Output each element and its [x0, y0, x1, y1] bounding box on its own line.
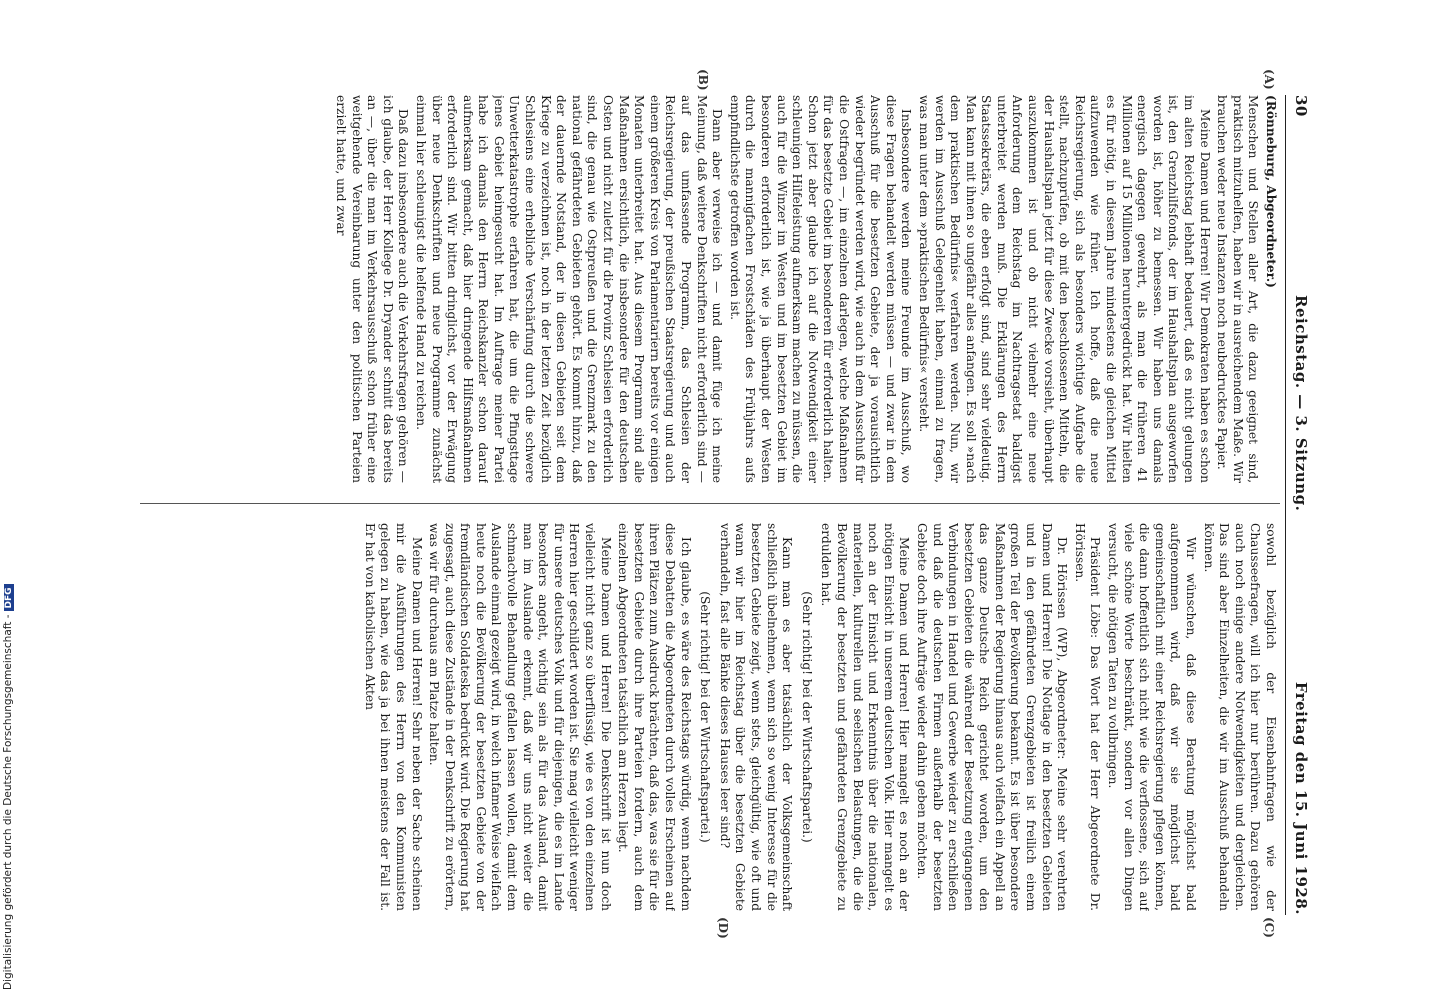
paragraph: Meine Damen und Herren! Wir Demokraten haben es schon im alten Reichstag lebhaft bedauert, daß es nicht gelungen ist, den Grenzhilfsfonds, der im Haushaltsplan ausgeworfen worden ist, höher zu bemessen. Wir haben uns damals energisch dagegen gewehrt, als man die früheren 41 Millionen auf 15 Millionen heruntergedrückt hat. Wir hielten es für nötig, in diesem Jahre mindestens die gleichen Mittel aufzuwenden wie früher. Ich hoffe, daß die neue Reichsregierung, sich als besonders wichtige Aufgabe die stellt, nachzuprüfen, ob mit den beschlossenen Mitteln, die der Haushaltsplan jetzt für diese Zwecke vorsieht, überhaupt auszukommen ist und ob nicht vielmehr eine neue Anforderung dem Reichstag im Nachtragsetat baldigst unterbreitet werden muß. Die Erklärungen des Herrn Staatssekretärs, die eben erfolgt sind, sind sehr vieldeutig. Man kann mit ihnen so ungefähr alles anfangen. Es soll »nach dem praktischen Bedürfnis« verfahren werden. Nun, wir werden im Ausschuß Gelegenheit haben, einmal zu fragen, was man unter dem »praktischen Bedürfnis« versteht. — [916, 95, 1212, 483]
paragraph: (Rönneburg, Abgeordneter.) — [1264, 95, 1278, 288]
paragraph: Meine Damen und Herren! Hier mangelt es noch an der nötigen Einsicht in unserem deutschen Volk. Hier mangelt es noch an der Einsicht und Erkenntnis über die nationalen, materiellen, kulturellen und seelischen Belastungen, die die Bevölkerung der besetzten und gefährdeten Grenzgebiete zu erdulden hat. — [819, 523, 912, 911]
paragraph: Kann man es aber tatsächlich der Volksgemeinschaft schließlich übelnehmen, wenn sich so wenig Interesse für die besetzten Gebiete zeigt, wenn stets, gleichgültig, wie oft und wann wir hier im Reichstag über die besetzten Gebiete verhandeln, fast alle Bänke dieses Hauses leer sind? — [717, 523, 795, 911]
margin-mark-b: (B) — [696, 69, 710, 91]
left-column — [118, 95, 1278, 483]
margin-mark-c: (C) — [1262, 917, 1276, 938]
paragraph: Meine Damen und Herren! Die Denkschrift ist nun doch vielleicht nicht ganz so überflüssig, wie es von den einzelnen Herren hier geschildert worden ist. Sie mag vielleicht weniger für unsere deutsches Volk und für diejenigen, die es im Lande besonders angeht, wichtig sein als für das Ausland, damit man im Auslande erkennt, daß wir uns nicht weiter die schmachvolle Behandlung gefallen lassen wollen, damit dem Auslande einmal gezeigt wird, in welch infamer Weise vielfach heute noch die Bevölkerung der besetzten Gebiete von der fremdländischen Soldateska bedrückt wird. Die Regierung hat zugesagt, auch diese Zustände in der Denkschrift zu erörtern, was wir für durchaus am Platze halten. — [427, 523, 613, 911]
paragraph: Insbesondere werden meine Freunde im Ausschuß, wo diese Fragen behandelt werden müssen — und zwar in dem Ausschuß für die besetzten Gebiete, der ja vorausichtlich wieder begründet werden wird, wie auch in dem Ausschuß für die Ostfragen —, im einzelnen darlegen, welche Maßnahmen für das besetzte Gebiet im besonderen für erforderlich halten. Schon jetzt aber glaube ich auf die Notwendigkeit einer schleunigen Hilfeleistung aufmerksam machen zu müssen, die auch für die Winzer im Westen und im besetzten Gebiet im besonderen erforderlich ist, wie ja überhaupt der Westen durch die mannigfachen Frostschäden des Frühjahrs aufs empfindlichste getroffen worden ist. — [727, 95, 914, 483]
right-column — [118, 523, 1278, 911]
column-divider — [140, 503, 1280, 504]
paragraph: (Sehr richtig! bei der Wirtschaftspartei.) — [799, 591, 814, 843]
margin-mark-a: (A) — [1262, 69, 1276, 90]
page-date: Freitag den 15. Juni 1928. — [1292, 681, 1310, 915]
paragraph: Dann aber verweise ich — und damit füge ich meine Meinung, daß weitere Denkschriften nicht erforderlich sind — auf das umfassende Programm, das Schlesien der Reichsregierung, der preußischen Staatsregierung und auch einem größeren Kreis von Parlamentariern bereits vor einigen Monaten unterbreitet hat. Aus diesem Programm sind alle Maßnahmen ersichtlich, die insbesondere für den deutschen Osten und nicht zuletzt für die Provinz Schlesien erforderlich sind, die genau wie Ostpreußen und die Grenzmark zu den national gefährdeten Gebieten gehört. Es kommt hinzu, daß der dauernde Notstand, der in diesen Gebieten seit dem Kriege zu verzeichnen ist, noch in der letzten Zeit bezüglich Schlesiens eine erhebliche Verschärfung durch die schwere Unwetterkatastrophe erfahren hat, die um die Pfingsttage jenes Gebiet heimgesucht hat. Im Auftrage meiner Partei habe ich damals den Herrn Reichskanzler schon darauf aufmerksam gemacht, daß hier dringende Hilfsmaßnahmen erforderlich sind. Wir bitten dringlichst, vor der Erwägung über neue Denkschriften und neue Programme zunächst einmal hier schleunigst die helfende Hand zu reichen. — [413, 95, 725, 483]
paragraph: Dr. Hörissen (WP), Abgeordneter: Meine sehr verehrten Damen und Herren! Die Notlage in den besetzten Gebieten und in den gefährdeten Grenzgebieten ist freilich einem großen Teil der Bevölkerung bekannt. Es ist über besondere Maßnahmen der Regierung hinaus auch vielfach ein Appell an das ganze Deutsche Reich gerichtet worden, um den besetzten Gebieten die während der Besetzung entgangenen Verbindungen in Handel und Gewerbe wieder zu erschließen und daß die deutschen Firmen außerhalb der besetzten Gebiete doch ihre Aufträge wieder dahin geben möchten. — [914, 523, 1070, 911]
page-title: Reichstag. — 3. Sitzung. — [1292, 295, 1310, 512]
paragraph: Ich glaube, es wäre des Reichstags würdig, wenn nachdem diese Debatten die Abgeordneten durch volles Erscheinen auf ihren Plätzen zum Ausdruck brächten, daß das, was sie für die besetzten Gebiete durch ihre Parteien fordern, auch dem einzelnen Abgeordneten tatsächlich am Herzen liegt. — [616, 523, 693, 911]
margin-mark-d: (D) — [716, 917, 730, 939]
paragraph: Menschen und Stellen aller Art, die dazu geeignet sind, praktisch mitzuhelfen, haben wir in ausreichendem Maße. Wir brauchen weder neue Instanzen noch neubedrucktes Papier. — [1215, 95, 1261, 483]
paragraph: Daß dazu insbesondere auch die Verkehrsfragen gehören — ich glaube, der Herr Kollege Dr. Dryander schnitt das bereits an —, über die man im Verkehrsausschuß schon früher eine weitgehende Vereinbarung unter den politischen Parteien erzielt hatte, und zwar — [333, 95, 411, 483]
paragraph: Präsident Löbe: Das Wort hat der Herr Abgeordnete Dr. Hörissen. — [1072, 523, 1103, 911]
paragraph: (Sehr richtig! bei der Wirtschaftspartei.) — [698, 591, 713, 843]
paragraph: sowohl bezüglich der Eisenbahnfragen wie der Chausseefragen, will ich hier nur berühren. Dazu gehören auch noch einige andere Notwendigkeiten und dergleichen. Das sind aber Einzelheiten, die wir im Ausschuß behandeln können. — [1201, 523, 1278, 911]
rotated-newspaper-page — [110, 69, 1310, 939]
paragraph: Meine Damen und Herren! Sehr neben der Sache scheinen mir die Ausführungen des Herrn von den Kommunisten gelegen zu haben, wie das ja bei ihnen meistens der Fall ist. Er hat von katholischen Akten — [362, 523, 424, 911]
paragraph: Wir wünschen, daß diese Beratung möglichst bald aufgenommen wird, daß wir sie möglichst bald gemeinschaftlich mit einer Reichsregierung pflegen können, die dann hoffentlich sich nicht wie die verflossene, sich auf viele schöne Worte beschränkt, sondern vor allen Dingen versucht, die nötigen Taten zu vollbringen. — [1106, 523, 1199, 911]
credit-text: Digitalisierung gefördert durch die Deutsche Forschungsgemeinschaft - — [2, 614, 14, 990]
dfg-logo: DFG — [4, 584, 14, 611]
digitization-credit — [2, 587, 16, 990]
page-header — [1285, 95, 1310, 915]
page-number: 30 — [1292, 95, 1310, 117]
